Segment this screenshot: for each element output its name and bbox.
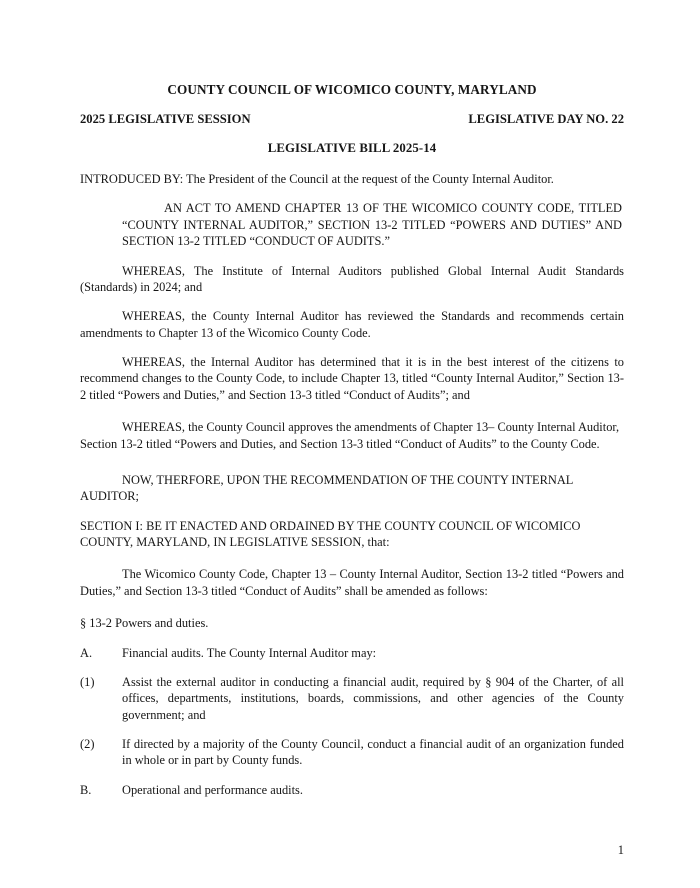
list-item-text: Assist the external auditor in conducting a financial audit, required by § 904 of the Charter, of all offices, departments, institutions, boards, commissions, and other agencies of the County government; and [122, 674, 624, 722]
whereas-clause-1: WHEREAS, The Institute of Internal Auditors published Global Internal Audit Standards (Standards) in 2024; and [80, 263, 624, 294]
whereas-clause-3: WHEREAS, the Internal Auditor has determined that it is in the best interest of the citizens to recommend changes to the County Code, to include Chapter 13, titled “County Internal Auditor,” Section 13-2 titled “Powers and Duties,” and Section 13-3 titled “Conduct of Audits”; and [80, 355, 624, 402]
page-number: 1 [617, 843, 624, 857]
list-item-text: If directed by a majority of the County Council, conduct a financial audit of an organization funded in whole or in part by County funds. [122, 737, 624, 768]
list-item [80, 645, 624, 661]
section-heading-13-2: § 13-2 Powers and duties. [80, 616, 209, 631]
session-row [80, 112, 624, 127]
list-item-marker: (2) [80, 737, 95, 751]
list-item-marker: B. [80, 782, 92, 797]
list-item-marker: A. [80, 645, 93, 660]
legislative-day: LEGISLATIVE DAY NO. 22 [468, 112, 624, 126]
legislative-session: 2025 LEGISLATIVE SESSION [80, 112, 251, 126]
amendment-intro: The Wicomico County Code, Chapter 13 – County Internal Auditor, Section 13-2 titled “Powers and Duties,” and Section 13-3 titled “Conduct of Audits” shall be amended as follows: [80, 567, 624, 598]
now-therefore-clause: NOW, THERFORE, UPON THE RECOMMENDATION OF THE COUNTY INTERNAL AUDITOR; [80, 472, 573, 504]
act-title: AN ACT TO AMEND CHAPTER 13 OF THE WICOMICO COUNTY CODE, TITLED “COUNTY INTERNAL AUDITOR,” SECTION 13-2 TITLED “POWERS AND DUTIES” AND SECTION 13-2 TITLED “CONDUCT OF AUDITS.” [122, 201, 622, 249]
section-i-enactment: SECTION I: BE IT ENACTED AND ORDAINED BY THE COUNTY COUNCIL OF WICOMICO COUNTY, MARYLAND, IN LEGISLATIVE SESSION, that: [80, 518, 581, 549]
list-item [80, 674, 624, 723]
list-item-text: Operational and performance audits. [122, 782, 303, 797]
list-item [80, 736, 624, 769]
list-item [80, 782, 624, 798]
bill-number: LEGISLATIVE BILL 2025-14 [267, 141, 437, 155]
list-item-text: Financial audits. The County Internal Auditor may: [122, 645, 377, 660]
whereas-clause-2: WHEREAS, the County Internal Auditor has reviewed the Standards and recommends certain amendments to Chapter 13 of the Wicomico County Code. [80, 309, 624, 340]
document-title: COUNTY COUNCIL OF WICOMICO COUNTY, MARYLAND [167, 82, 537, 97]
list-item-marker: (1) [80, 674, 95, 689]
introduced-by: INTRODUCED BY: The President of the Council at the request of the County Internal Auditor. [80, 172, 554, 186]
whereas-clause-4: WHEREAS, the County Council approves the amendments of Chapter 13– County Internal Auditor, Section 13-2 titled “Powers and Duties, and Section 13-3 titled “Conduct of Audits” to the County Code. [80, 420, 620, 451]
